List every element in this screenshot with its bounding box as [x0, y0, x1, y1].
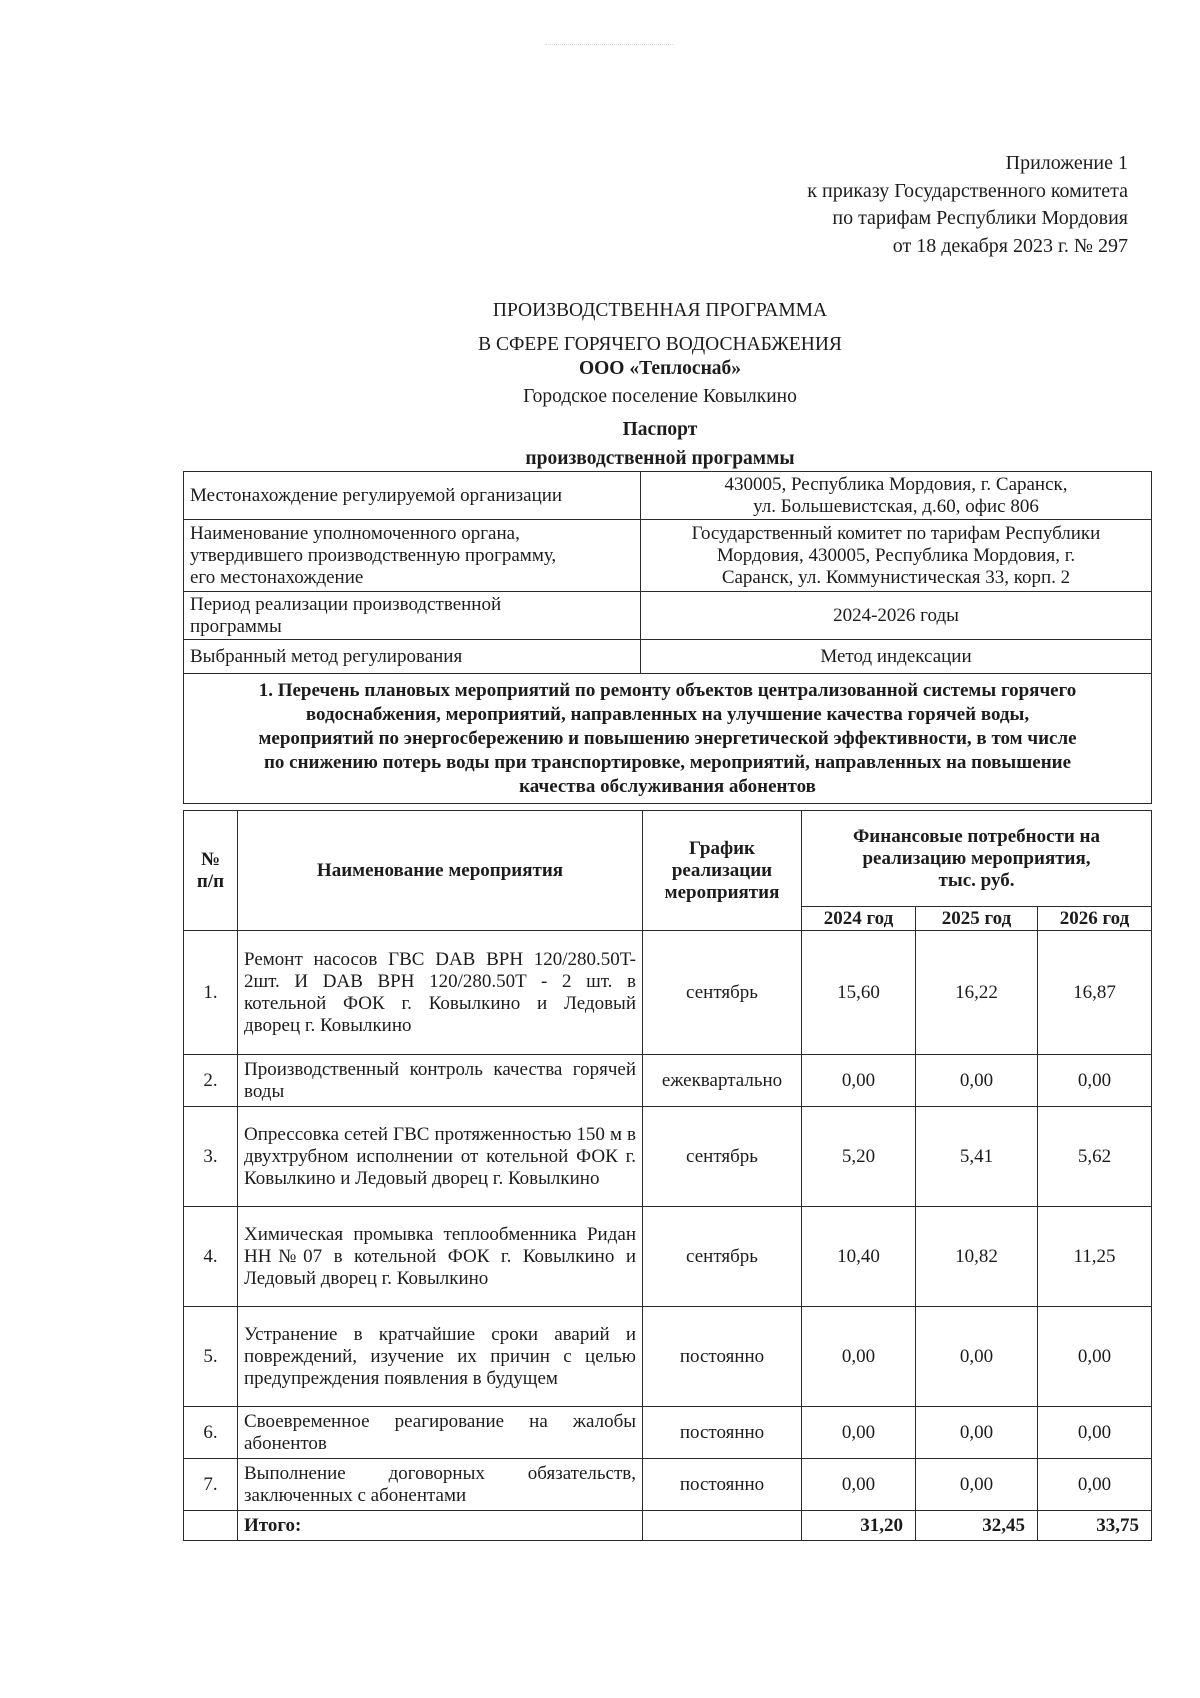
value-line: ул. Большевистская, д.60, офис 806 — [753, 495, 1039, 517]
total-empty-cell — [643, 1511, 802, 1541]
row-number: 5. — [184, 1307, 238, 1407]
passport-row — [184, 472, 1152, 520]
settlement-wrap — [0, 386, 1200, 408]
measure-name: Своевременное реагирование на жалобы абонентов — [238, 1407, 643, 1459]
passport-subtitle: производственной программы — [525, 448, 795, 469]
amount-2026: 11,25 — [1038, 1207, 1152, 1307]
amount-2025: 0,00 — [916, 1307, 1038, 1407]
appendix-reference — [807, 150, 1128, 260]
section-line: 1. Перечень плановых мероприятий по ремонту объектов централизованной системы горячего — [258, 679, 1077, 701]
org-name-wrap — [0, 358, 1200, 380]
total-2026: 33,75 — [1038, 1511, 1152, 1541]
value-line: Мордовия, 430005, Республика Мордовия, г. — [716, 544, 1076, 566]
header-line: мероприятия — [664, 881, 780, 903]
amount-2026: 0,00 — [1038, 1459, 1152, 1511]
passport-row — [184, 640, 1152, 674]
header-line: тыс. руб. — [938, 869, 1015, 891]
measure-name: Ремонт насосов ГВС DAB BPH 120/280.50T-2шт. И DAB BPH 120/280.50T - 2 шт. в котельной ФОК г. Ковылкино и Ледовый дворец г. Ковылкино — [238, 931, 643, 1055]
measure-name: Химическая промывка теплообменника Ридан НН№07 в котельной ФОК г. Ковылкино и Ледовый дворец г. Ковылкино — [238, 1207, 643, 1307]
title-line: В СФЕРЕ ГОРЯЧЕГО ВОДОСНАБЖЕНИЯ — [478, 334, 842, 355]
amount-2025: 0,00 — [916, 1407, 1038, 1459]
amount-2024: 0,00 — [802, 1307, 916, 1407]
table-row — [184, 1307, 1152, 1407]
appendix-line: по тарифам Республики Мордовия — [832, 207, 1128, 229]
table-row — [184, 1107, 1152, 1207]
section-heading-row — [184, 674, 1152, 804]
row-number: 1. — [184, 931, 238, 1055]
passport-row — [184, 592, 1152, 640]
table-row — [184, 1207, 1152, 1307]
passport-value — [641, 520, 1152, 592]
amount-2026: 5,62 — [1038, 1107, 1152, 1207]
passport-subtitle-wrap — [0, 448, 1200, 470]
section-line: по снижению потерь воды при транспортировке, мероприятий, направленных на повышение — [263, 751, 1072, 773]
measure-schedule: сентябрь — [643, 1207, 802, 1307]
measure-name: Производственный контроль качества горячей воды — [238, 1055, 643, 1107]
header-row — [184, 811, 1152, 907]
amount-2026: 16,87 — [1038, 931, 1152, 1055]
header-line: реализацию мероприятия, — [862, 847, 1091, 869]
amount-2024: 15,60 — [802, 931, 916, 1055]
amount-2026: 0,00 — [1038, 1307, 1152, 1407]
amount-2024: 0,00 — [802, 1055, 916, 1107]
passport-title-wrap — [0, 419, 1200, 441]
measure-schedule: сентябрь — [643, 1107, 802, 1207]
label-line: его местонахождение — [190, 566, 364, 588]
amount-2025: 0,00 — [916, 1055, 1038, 1107]
document-title — [0, 300, 1200, 322]
passport-title: Паспорт — [622, 419, 698, 440]
header-line: п/п — [196, 870, 225, 892]
title-line-2-wrap — [0, 334, 1200, 356]
col-header-name: Наименование мероприятия — [238, 811, 643, 931]
title-line: ПРОИЗВОДСТВЕННАЯ ПРОГРАММА — [492, 300, 828, 321]
passport-label: Местонахождение регулируемой организации — [184, 472, 641, 520]
total-row — [184, 1511, 1152, 1541]
section-line: мероприятий по энергосбережению и повышению энергетической эффективности, в том числе — [258, 727, 1077, 749]
passport-label — [184, 520, 641, 592]
header-line: Финансовые потребности на — [852, 825, 1101, 847]
label-line: программы — [190, 615, 282, 637]
row-number: 4. — [184, 1207, 238, 1307]
scan-artifact — [545, 44, 673, 51]
passport-label: Выбранный метод регулирования — [184, 640, 641, 674]
row-number: 6. — [184, 1407, 238, 1459]
label-line: Наименование уполномоченного органа, — [190, 522, 520, 544]
measure-schedule: постоянно — [643, 1407, 802, 1459]
row-number: 7. — [184, 1459, 238, 1511]
table-row — [184, 931, 1152, 1055]
col-header-2024: 2024 год — [802, 907, 916, 931]
appendix-line: от 18 декабря 2023 г. № 297 — [892, 234, 1128, 257]
header-line: реализации — [671, 859, 773, 881]
measure-schedule: сентябрь — [643, 931, 802, 1055]
amount-2025: 0,00 — [916, 1459, 1038, 1511]
amount-2024: 10,40 — [802, 1207, 916, 1307]
section-line: водоснабжения, мероприятий, направленных на улучшение качества горячей воды, — [305, 703, 1030, 725]
value-line: 430005, Республика Мордовия, г. Саранск, — [724, 473, 1068, 495]
amount-2024: 0,00 — [802, 1407, 916, 1459]
amount-2025: 10,82 — [916, 1207, 1038, 1307]
passport-value: 2024-2026 годы — [641, 592, 1152, 640]
col-header-2025: 2025 год — [916, 907, 1038, 931]
settlement-name: Городское поселение Ковылкино — [523, 386, 797, 407]
total-empty-cell — [184, 1511, 238, 1541]
passport-table — [183, 471, 1152, 804]
amount-2026: 0,00 — [1038, 1407, 1152, 1459]
organization-name: ООО «Теплоснаб» — [578, 358, 742, 379]
appendix-line: Приложение 1 — [1005, 152, 1128, 174]
col-header-2026: 2026 год — [1038, 907, 1152, 931]
measure-name: Выполнение договорных обязательств, заключенных с абонентами — [238, 1459, 643, 1511]
measures-table — [183, 810, 1152, 1541]
measure-schedule: постоянно — [643, 1459, 802, 1511]
total-label: Итого: — [238, 1511, 643, 1541]
section-1-heading — [184, 674, 1152, 804]
value-line: Саранск, ул. Коммунистическая 33, корп. 2 — [721, 566, 1071, 588]
amount-2024: 0,00 — [802, 1459, 916, 1511]
total-2025: 32,45 — [916, 1511, 1038, 1541]
label-line: утвердившего производственную программу, — [190, 544, 557, 566]
table-row — [184, 1407, 1152, 1459]
measure-schedule: ежеквартально — [643, 1055, 802, 1107]
section-line: качества обслуживания абонентов — [519, 775, 816, 797]
amount-2024: 5,20 — [802, 1107, 916, 1207]
appendix-line: к приказу Государственного комитета — [807, 179, 1128, 202]
col-header-schedule — [643, 811, 802, 931]
col-header-finance — [802, 811, 1152, 907]
amount-2025: 5,41 — [916, 1107, 1038, 1207]
row-number: 2. — [184, 1055, 238, 1107]
amount-2026: 0,00 — [1038, 1055, 1152, 1107]
row-number: 3. — [184, 1107, 238, 1207]
header-line: № — [200, 848, 221, 870]
passport-value: Метод индексации — [641, 640, 1152, 674]
col-header-num — [184, 811, 238, 931]
amount-2025: 16,22 — [916, 931, 1038, 1055]
table-row — [184, 1055, 1152, 1107]
measure-schedule: постоянно — [643, 1307, 802, 1407]
passport-label — [184, 592, 641, 640]
passport-row — [184, 520, 1152, 592]
measure-name: Устранение в кратчайшие сроки аварий и повреждений, изучение их причин с целью предупреждения появления в будущем — [238, 1307, 643, 1407]
label-line: Период реализации производственной — [190, 593, 502, 615]
measure-name: Опрессовка сетей ГВС протяженностью 150 м в двухтрубном исполнении от котельной ФОК г. Ковылкино и Ледовый дворец г. Ковылкино — [238, 1107, 643, 1207]
table-row — [184, 1459, 1152, 1511]
passport-value — [641, 472, 1152, 520]
total-2024: 31,20 — [802, 1511, 916, 1541]
header-line: График — [689, 837, 755, 859]
value-line: Государственный комитет по тарифам Республики — [691, 522, 1101, 544]
